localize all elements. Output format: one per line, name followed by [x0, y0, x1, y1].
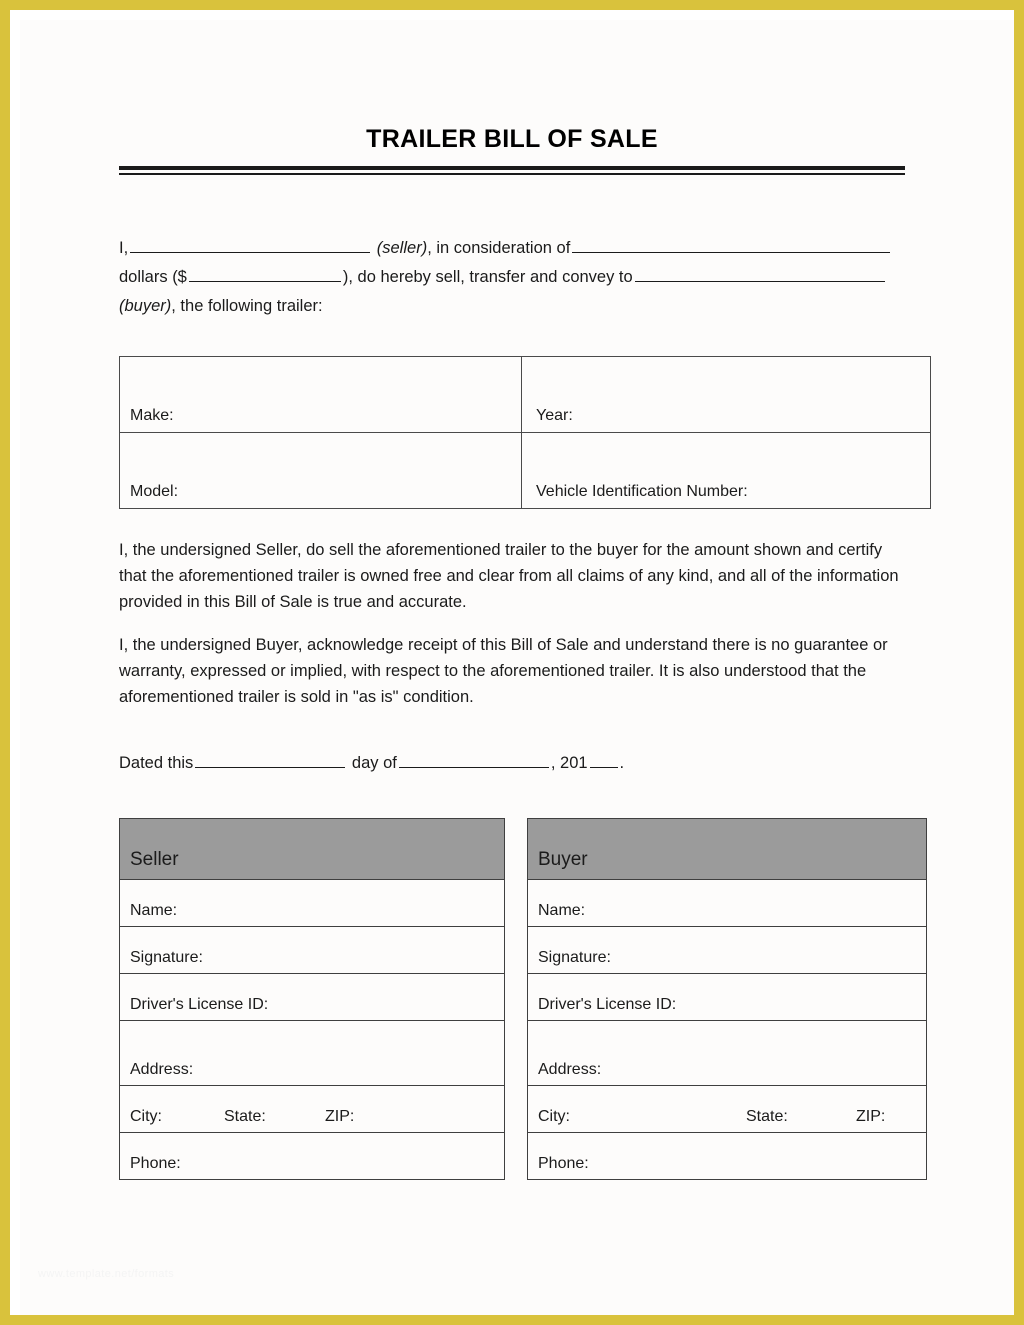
seller-details-table — [119, 818, 505, 1180]
buyer-csz-row — [538, 1108, 926, 1126]
dated-middle: day of — [351, 754, 397, 772]
dollars-blank[interactable] — [189, 265, 341, 282]
seller-italic-label: (seller) — [376, 239, 428, 257]
title-divider — [119, 166, 905, 175]
vehicle-info-table — [119, 356, 931, 509]
seller-name-blank[interactable] — [130, 236, 370, 253]
table-row — [528, 1133, 927, 1180]
dated-end: . — [619, 754, 625, 772]
intro-line-3 — [119, 292, 909, 321]
buyer-name-cell[interactable]: Name: — [528, 880, 927, 927]
seller-city-label: City: — [130, 1108, 162, 1125]
table-row — [528, 1021, 927, 1086]
table-row — [120, 1133, 505, 1180]
page-title: TRAILER BILL OF SALE — [366, 125, 658, 153]
seller-license-cell[interactable]: Driver's License ID: — [120, 974, 505, 1021]
seller-certification-paragraph: I, the undersigned Seller, do sell the aforementioned trailer to the buyer for the amount shown and certify that the aforementioned trailer is owned free and clear from all claims of any kind, and all of the information provided in this Bill of Sale is true and accurate. — [119, 541, 899, 611]
intro-line-1 — [119, 234, 909, 263]
consideration-amount-blank[interactable] — [572, 236, 890, 253]
title-divider-thick — [119, 166, 905, 170]
buyer-italic-label: (buyer) — [119, 297, 172, 315]
table-row — [120, 880, 505, 927]
day-blank[interactable] — [195, 751, 345, 768]
seller-csz-row — [130, 1108, 504, 1126]
make-cell[interactable]: Make: — [120, 357, 522, 433]
table-row — [120, 974, 505, 1021]
buyer-city-state-zip-cell[interactable] — [528, 1086, 927, 1133]
seller-address-cell[interactable]: Address: — [120, 1021, 505, 1086]
buyer-zip-label: ZIP: — [856, 1108, 886, 1125]
buyer-signature-cell[interactable]: Signature: — [528, 927, 927, 974]
intro-line2-suffix: ), do hereby sell, transfer and convey to — [342, 268, 633, 286]
buyer-name-blank[interactable] — [635, 265, 885, 282]
table-row — [120, 1021, 505, 1086]
year-blank[interactable] — [590, 751, 618, 768]
buyer-city-label: City: — [538, 1108, 570, 1125]
buyer-address-cell[interactable]: Address: — [528, 1021, 927, 1086]
buyer-phone-cell[interactable]: Phone: — [528, 1133, 927, 1180]
table-row — [120, 357, 931, 433]
buyer-details-table — [527, 818, 927, 1180]
table-row — [528, 819, 927, 880]
title-divider-thin — [119, 173, 905, 175]
intro-line-2 — [119, 263, 909, 292]
table-row — [528, 927, 927, 974]
vin-cell[interactable]: Vehicle Identification Number: — [522, 433, 931, 509]
seller-state-label: State: — [224, 1108, 266, 1125]
seller-phone-cell[interactable]: Phone: — [120, 1133, 505, 1180]
buyer-acknowledgement-paragraph: I, the undersigned Buyer, acknowledge receipt of this Bill of Sale and understand there is no guarantee or warranty, expressed or implied, with respect to the aforementioned trailer. It is also understood that the aforementioned trailer is sold in "as is" condition. — [119, 636, 888, 706]
buyer-license-cell[interactable]: Driver's License ID: — [528, 974, 927, 1021]
intro-paragraph — [119, 234, 909, 321]
buyer-state-label: State: — [746, 1108, 788, 1125]
month-blank[interactable] — [399, 751, 549, 768]
model-cell[interactable]: Model: — [120, 433, 522, 509]
year-cell[interactable]: Year: — [522, 357, 931, 433]
table-row — [528, 1086, 927, 1133]
table-row — [120, 1086, 505, 1133]
intro-line2-prefix: dollars ($ — [119, 268, 187, 286]
table-row — [120, 433, 931, 509]
watermark: www.template.net/formats — [38, 1268, 175, 1280]
intro-line1-suffix: , in consideration of — [427, 239, 571, 257]
intro-line1-prefix: I, — [119, 239, 129, 257]
seller-block-header: Seller — [120, 819, 505, 880]
dated-line — [119, 751, 624, 773]
table-row — [528, 880, 927, 927]
seller-zip-label: ZIP: — [325, 1108, 355, 1125]
seller-name-cell[interactable]: Name: — [120, 880, 505, 927]
seller-signature-cell[interactable]: Signature: — [120, 927, 505, 974]
dated-prefix: Dated this — [119, 754, 194, 772]
seller-city-state-zip-cell[interactable] — [120, 1086, 505, 1133]
table-row — [120, 927, 505, 974]
intro-line3-suffix: , the following trailer: — [171, 297, 323, 315]
buyer-block-header: Buyer — [528, 819, 927, 880]
table-row — [528, 974, 927, 1021]
dated-suffix: , 201 — [550, 754, 588, 772]
table-row — [120, 819, 505, 880]
